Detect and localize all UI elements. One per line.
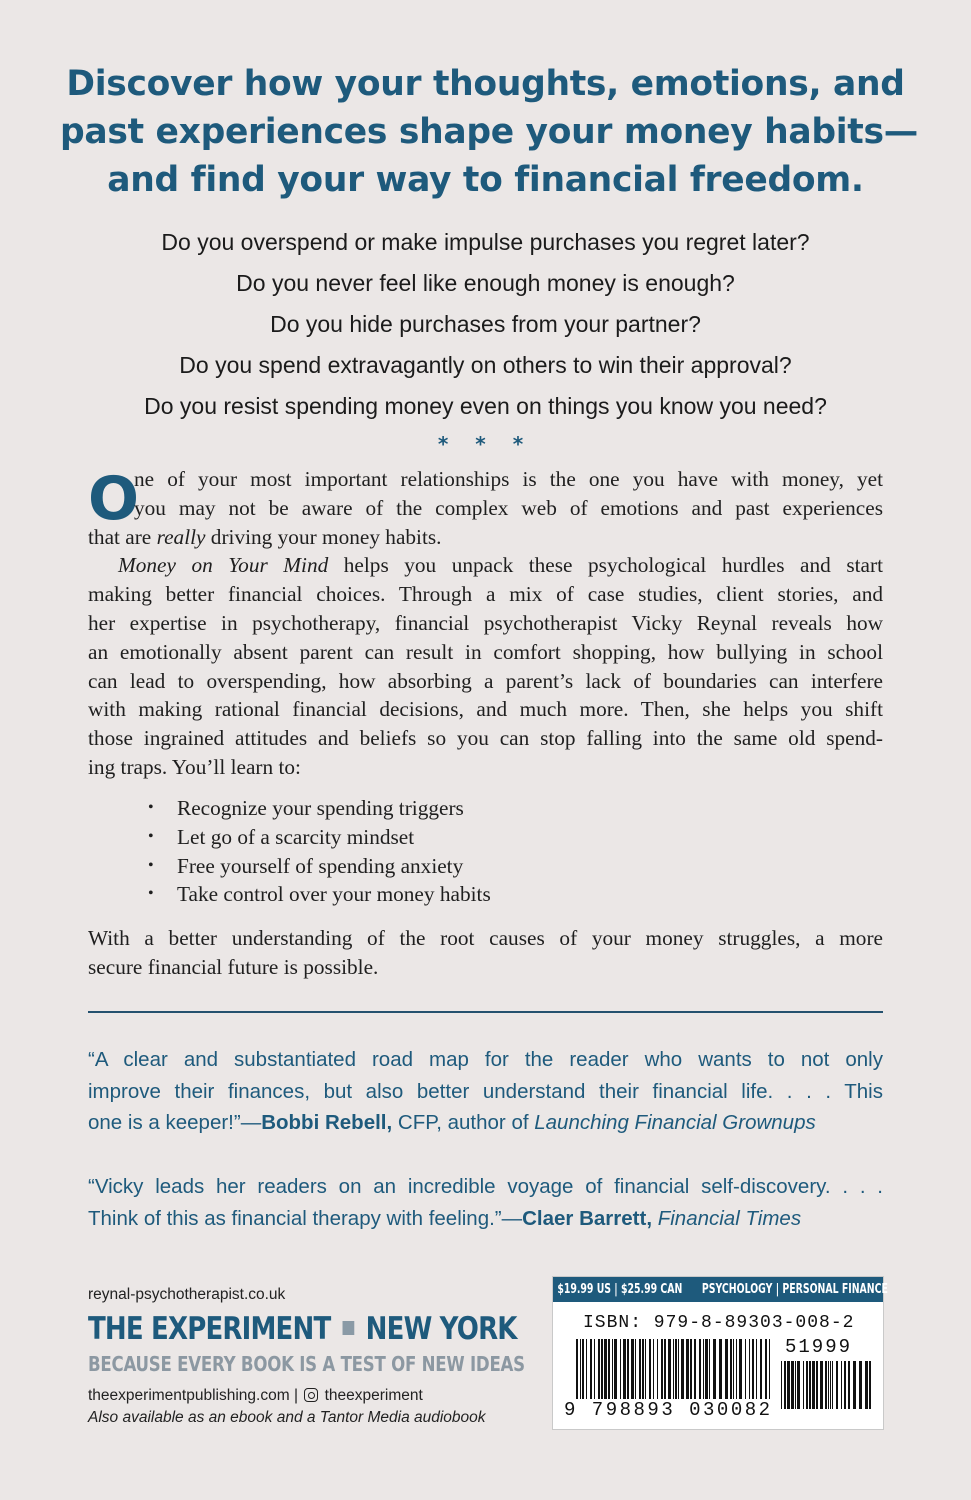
question: Do you spend extravagantly on others to win their approval?	[179, 352, 792, 378]
barcode-bar	[853, 1361, 856, 1409]
barcode-bar	[828, 1361, 829, 1409]
link-divider: |	[293, 1387, 298, 1404]
drop-cap: O	[88, 464, 140, 534]
headline	[60, 60, 918, 204]
quote-line: improve their finances, but also better understand their financial life. . . . This	[88, 1079, 883, 1103]
publisher-website[interactable]: theexperimentpublishing.com	[88, 1387, 290, 1404]
bullet-list	[148, 794, 491, 909]
price-us: $19.99 US	[557, 1282, 612, 1297]
square-icon	[342, 1321, 354, 1335]
price-can: $25.99 CAN	[620, 1282, 683, 1297]
quote-line: one is a keeper!”—Bobbi Rebell, CFP, author of Launching Financial Grownups	[88, 1111, 816, 1134]
isbn-label: ISBN: 979-8-89303-008-2	[583, 1313, 855, 1333]
headline-line: past experiences shape your money habits—	[60, 112, 918, 152]
publisher-tagline: BECAUSE EVERY BOOK IS A TEST OF NEW IDEAS	[88, 1352, 525, 1376]
barcode-bar	[816, 1361, 818, 1409]
quote-author: Bobbi Rebell,	[261, 1111, 393, 1134]
formats-note: Also available as an ebook and a Tantor Media audiobook	[88, 1409, 486, 1426]
bullet-item: • Take control over your money habits	[148, 880, 491, 909]
barcode-bar	[844, 1361, 846, 1409]
publisher-links	[88, 1387, 423, 1405]
description-line: Money on Your Mind helps you unpack these psychological hurdles and start	[118, 553, 884, 578]
bullet-item: • Recognize your spending triggers	[148, 794, 491, 823]
question: Do you overspend or make impulse purchases you regret later?	[161, 229, 810, 255]
price-category-bar: $19.99 US | $25.99 CAN PSYCHOLOGY | PERSONAL FINANCE	[553, 1277, 883, 1302]
barcode-bar	[787, 1361, 790, 1409]
description	[88, 465, 883, 782]
question: Do you resist spending money even on things you know you need?	[144, 393, 827, 419]
quote-line: Think of this as financial therapy with feeling.”—Claer Barrett, Financial Times	[88, 1206, 802, 1230]
barcode-bar	[848, 1361, 850, 1409]
barcode-bar	[869, 1361, 871, 1409]
quote-line: “Vicky leads her readers on an incredible voyage of financial self-discovery. . . .	[88, 1175, 883, 1198]
barcode-bar	[784, 1361, 786, 1409]
barcode-bar	[859, 1361, 862, 1409]
description-line: those ingrained attitudes and beliefs so you can stop falling into the same old spend-	[88, 726, 883, 751]
addon-barcode	[781, 1361, 873, 1409]
barcode-bar	[781, 1361, 782, 1409]
instagram-icon	[304, 1388, 318, 1402]
barcode-bar	[832, 1361, 833, 1409]
barcode-bar	[791, 1361, 794, 1409]
description-line: you may not be aware of the complex web of emotions and past experiences	[134, 495, 883, 520]
endorsement-quote	[88, 1044, 883, 1139]
category: PSYCHOLOGY	[701, 1282, 773, 1297]
barcode-bar	[836, 1361, 838, 1409]
quote-source: Financial Times	[657, 1206, 802, 1230]
divider-rule	[88, 1011, 883, 1013]
barcode-bar	[795, 1361, 796, 1409]
closing-line: secure financial future is possible.	[88, 954, 379, 979]
barcode-bar	[841, 1361, 842, 1409]
quote-line: “A clear and substantiated road map for the reader who wants to not only	[88, 1048, 883, 1071]
question-list	[40, 222, 931, 427]
description-line: an emotionally absent parent can result in comfort shopping, how bullying in school	[88, 639, 883, 664]
description-line: can lead to overspending, how absorbing a parent’s lack of boundaries can interfere	[88, 668, 883, 693]
description-line: that are really driving your money habits.	[88, 524, 442, 549]
bullet-item: • Free yourself of spending anxiety	[148, 852, 491, 881]
emphasis: really	[156, 524, 206, 549]
barcode-bar	[812, 1361, 815, 1409]
price-code: 51999	[785, 1336, 853, 1358]
book-title: Money on Your Mind	[118, 553, 329, 578]
closing-line: With a better understanding of the root causes of your money struggles, a more	[88, 926, 883, 950]
description-line: making better financial choices. Through a mix of case studies, client stories, and	[88, 582, 883, 607]
question: Do you hide purchases from your partner?	[270, 311, 701, 337]
description-line: with making rational financial decisions, and much more. Then, she helps you shift	[88, 697, 883, 722]
question: Do you never feel like enough money is enough?	[236, 270, 735, 296]
barcode-bar	[820, 1361, 823, 1409]
section-separator: * * *	[437, 432, 534, 456]
barcode-digits: 9 798893 030082	[564, 1399, 773, 1421]
barcode-bar	[806, 1361, 808, 1409]
description-line: her expertise in psychotherapy, financial psychotherapist Vicky Reynal reveals how	[88, 610, 883, 635]
barcode-bar	[803, 1361, 804, 1409]
quote-author: Claer Barrett,	[522, 1206, 653, 1230]
closing-paragraph	[88, 924, 883, 982]
endorsement-quote	[88, 1171, 883, 1234]
bullet-item: • Let go of a scarcity mindset	[148, 823, 491, 852]
isbn-barcode	[552, 1276, 888, 1430]
barcode-bar	[865, 1361, 868, 1409]
description-line: ing traps. You’ll learn to:	[88, 754, 301, 779]
barcode-bar	[797, 1361, 800, 1409]
quote-book: Launching Financial Grownups	[534, 1111, 816, 1134]
publisher-logo: THE EXPERIMENT NEW YORK	[88, 1311, 517, 1347]
author-website[interactable]: reynal-psychotherapist.co.uk	[88, 1286, 286, 1303]
social-handle[interactable]: theexperiment	[324, 1387, 423, 1404]
barcode-bar	[830, 1361, 831, 1409]
headline-line: and find your way to financial freedom.	[107, 160, 864, 200]
category: PERSONAL FINANCE	[782, 1282, 888, 1297]
barcode-bar	[825, 1361, 827, 1409]
description-line: ne of your most important relationships is the one you have with money, yet	[134, 467, 883, 491]
barcode-bar	[809, 1361, 811, 1409]
headline-line: Discover how your thoughts, emotions, and	[66, 64, 905, 104]
